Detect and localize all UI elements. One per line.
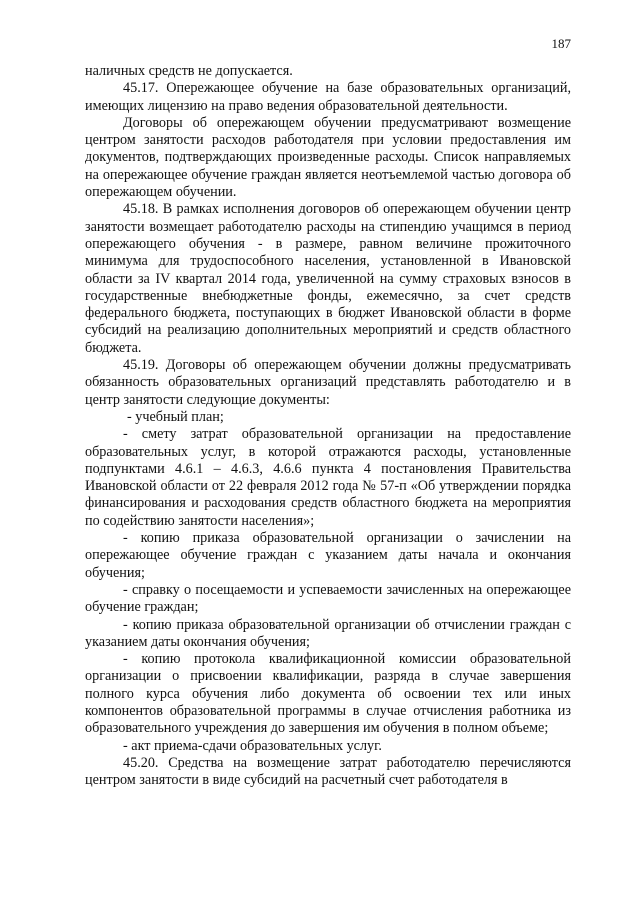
paragraph: 45.19. Договоры об опережающем обучении должны предусматривать обязанность образовательных организаций представлять работодателю и в центр занятости следующие документы: [85,357,571,408]
paragraph: 45.18. В рамках исполнения договоров об опережающем обучении центр занятости возмещает работодателю расходы на стипендию учащимся в период опережающего обучения - в размере, равном величине прожиточного минимума для трудоспособного населения, установленной в Ивановской области за IV квартал 2014 года, увеличенной на сумму страховых взносов в государственные внебюджетные фонды, ежемесячно, за счет средств федерального бюджета, поступающих в бюджет Ивановской области в форме субсидий на реализацию дополнительных мероприятий и средств областного бюджета. [85,201,571,356]
list-item: - справку о посещаемости и успеваемости зачисленных на опережающее обучение граждан; [85,581,571,616]
paragraph: 45.20. Средства на возмещение затрат работодателю перечисляются центром занятости в виде субсидий на расчетный счет работодателя в [85,754,571,789]
list-item: - копию протокола квалификационной комиссии образовательной организации о присвоении квалификации, разряда в случае завершения полного курса обучения либо документа об освоении тех или иных компонентов образовательной программы в случае отчисления работника из образовательного учреждения до завершения им обучения в полном объеме; [85,651,571,737]
paragraph: наличных средств не допускается. [85,63,293,79]
paragraph: 45.17. Опережающее обучение на базе образовательных организаций, имеющих лицензию на право ведения образовательной деятельности. [85,80,571,114]
paragraph: Договоры об опережающем обучении предусматривают возмещение центром занятости расходов работодателя при условии предоставления им документов, подтверждающих произведенные расходы. Список направляемых на опережающее обучение граждан является неотъемлемой частью договора об опережающем обучении. [85,114,571,201]
list-item: - акт приема-сдачи образовательных услуг. [123,737,382,754]
list-item: - учебный план; [127,408,224,425]
document-body [85,63,571,789]
page-number: 187 [551,36,571,51]
list-item: - смету затрат образовательной организации на предоставление образовательных услуг, в которой отражаются расходы, установленные подпунктами 4.6.1 – 4.6.3, 4.6.6 пункта 4 постановления Правительства Ивановской области от 22 февраля 2012 года № 57-п «Об утверждении порядка финансирования и расходования средств областного бюджета на мероприятия по содействию занятости населения»; [85,426,571,529]
list-item: - копию приказа образовательной организации об отчислении граждан с указанием даты окончания обучения; [85,616,571,650]
list-item: - копию приказа образовательной организации о зачислении на опережающее обучение граждан с указанием даты начала и окончания обучения; [85,530,571,581]
